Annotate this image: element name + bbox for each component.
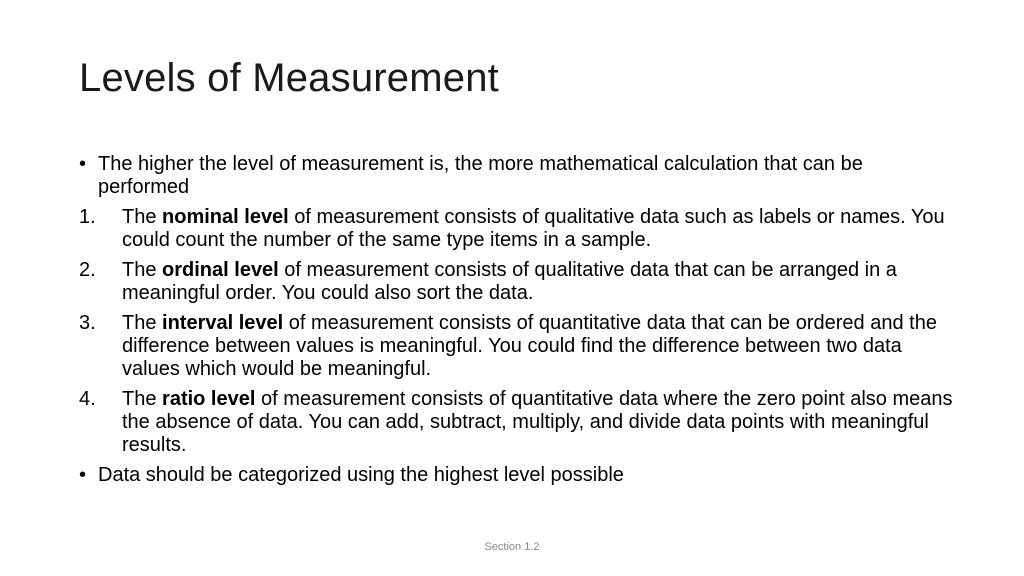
list-number: 1.: [79, 206, 96, 228]
list-item-nominal: [79, 206, 959, 252]
bullet-marker: •: [79, 464, 87, 486]
list-item-ratio: [79, 388, 959, 457]
list-text-pre: The: [122, 312, 163, 334]
list-text-pre: The: [122, 388, 163, 410]
list-text-post: of measurement consists of quantitative data where the zero point also means the absence of data. You can add, subtract, multiply, and divide data points with meaningful results.: [122, 388, 953, 456]
list-text-pre: The: [122, 206, 163, 228]
list-item-ordinal: [79, 259, 959, 305]
slide-body: [79, 153, 959, 494]
bullet-text: The higher the level of measurement is, the more mathematical calculation that can be performed: [98, 153, 863, 198]
list-text-post: of measurement consists of quantitative data that can be ordered and the difference between values is meaningful. You could find the difference between two data values which would be meaningful.: [122, 312, 937, 380]
list-text-post: of measurement consists of qualitative data such as labels or names. You could count the number of the same type items in a sample.: [122, 206, 945, 251]
bullet-item-highest-level: [79, 464, 959, 487]
slide-title: Levels of Measurement: [79, 56, 499, 100]
term-interval-level: interval level: [162, 312, 284, 334]
slide-footer: Section 1.2: [484, 541, 540, 553]
bullet-marker: •: [79, 153, 87, 175]
bullet-item-higher-level: [79, 153, 959, 199]
list-text-post: of measurement consists of qualitative data that can be arranged in a meaningful order. You could also sort the data.: [122, 259, 897, 304]
term-ordinal-level: ordinal level: [162, 259, 279, 281]
term-ratio-level: ratio level: [162, 388, 256, 410]
list-number: 2.: [79, 259, 96, 281]
list-number: 3.: [79, 312, 96, 334]
term-nominal-level: nominal level: [162, 206, 289, 228]
bullet-text: Data should be categorized using the highest level possible: [98, 464, 624, 486]
list-item-interval: [79, 312, 959, 381]
list-number: 4.: [79, 388, 96, 410]
list-text-pre: The: [122, 259, 163, 281]
